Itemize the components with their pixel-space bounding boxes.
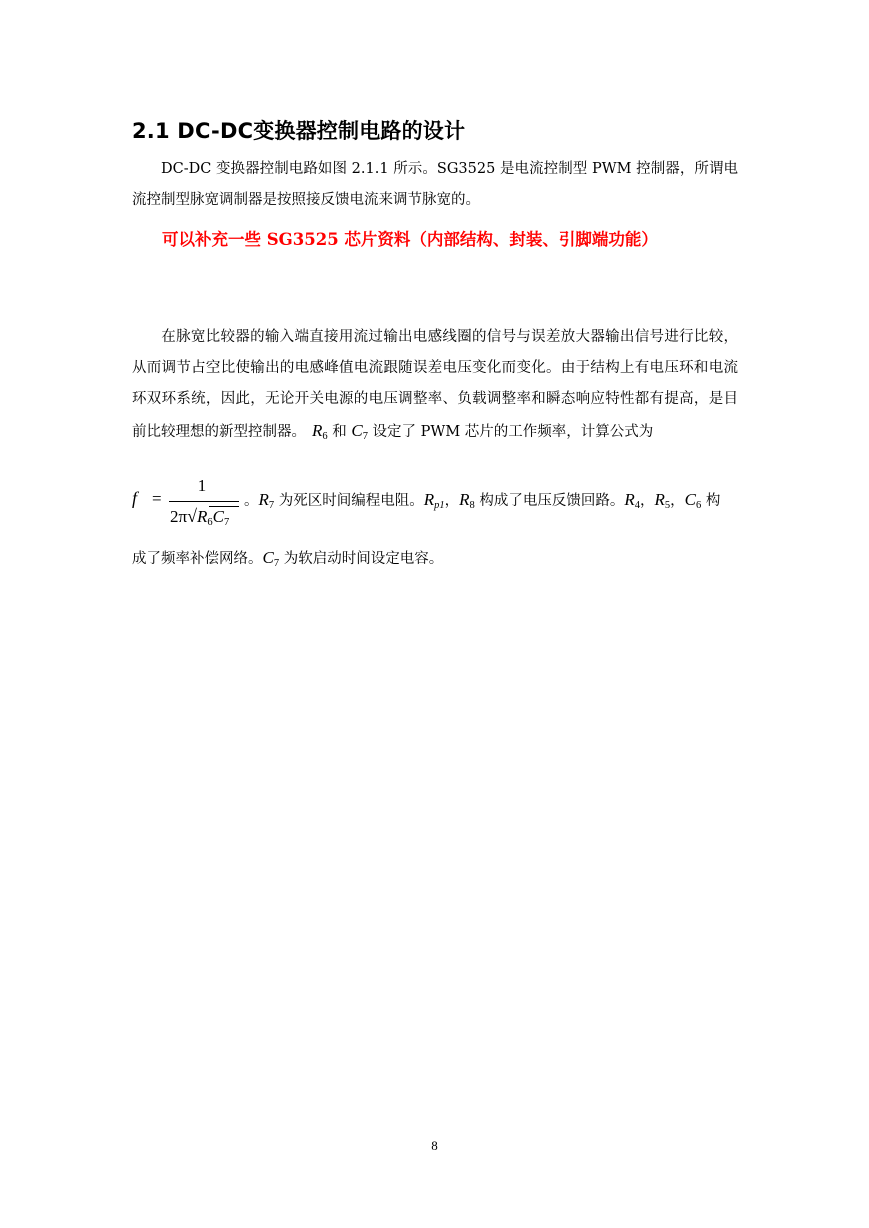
root-bar [209,506,239,507]
symbol-r6: $R_6$ [312,421,328,442]
red-note: 可以补充一些 SG3525 芯片资料（内部结构、封装、引脚端功能） [162,230,658,249]
resistor-line: 。$R_7$ 为死区时间编程电阻。Rp1，$R_8$ 构成了电压反馈回路。$R_4$，$R_5$，$C_6$ 构 [244,490,721,511]
frequency-formula: f = 1 $2\pi√R_6C_7$ [132,476,242,536]
page-number: 8 [431,1138,438,1153]
comparator-paragraph: 在脉宽比较器的输入端直接用流过输出电感线圈的信号与误差放大器输出信号进行比较，从而调节占空比使输出的电感峰值电流跟随误差电压变化而变化。由于结构上有电压环和电流环双环系统，因此，无论开关电源的电压调整率、负载调整率和瞬态响应特性都有提高，是目前比较理想的新型控制器。 $R_6$ 和 $C_7$ 设定了 PWM 芯片的工作频率，计算公式为 [132,329,738,442]
compensation-line: 成了频率补偿网络。$C_7$ 为软启动时间设定电容。 [132,548,444,569]
intro-paragraph [132,154,738,216]
symbol-c7: $C_7$ [351,421,368,442]
intro-text: DC-DC 变换器控制电路如图 2.1.1 所示。SG3525 是电流控制型 PWM 控制器，所谓电流控制型脉宽调制器是按照接反馈电流来调节脉宽的。 [132,161,738,208]
section-heading: 2.1 DC-DC变换器控制电路的设计 [132,119,466,143]
formula-denominator: $2\pi√R_6C_7$ [170,506,230,528]
fraction-bar [169,501,239,502]
comparator-text: 在脉宽比较器的输入端直接用流过输出电感线圈的信号与误差放大器输出信号进行比较，从而调节占空比使输出的电感峰值电流跟随误差电压变化而变化。由于结构上有电压环和电流环双环系统，因此，无论开关电源的电压调整率、负载调整率和瞬态响应特性都有提高，是目前比较理想的新型控制器。 [132,329,738,440]
